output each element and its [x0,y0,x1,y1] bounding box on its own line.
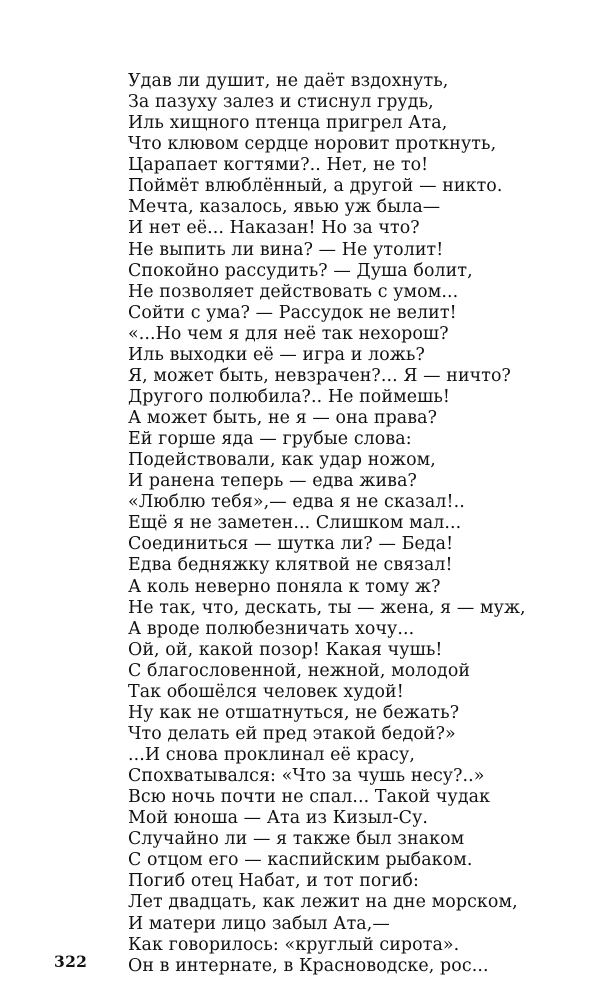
poem-line: Он в интернате, в Красноводске, рос... [128,955,489,976]
poem-line: Что делать ей пред этакой бедой?» [128,723,456,744]
poem-line: Лет двадцать, как лежит на дне морском, [128,892,518,913]
poem-line: Мечта, казалось, явью уж была— [128,197,441,218]
poem-line: За пазуху залез и стиснул грудь, [128,92,434,113]
poem-line: Не позволяет действовать с умом... [128,281,459,302]
poem-line: И нет её... Наказан! Но за что? [128,218,420,239]
poem-line: Погиб отец Набат, и тот погиб: [128,871,419,892]
poem-line: Царапает когтями?.. Нет, не то! [128,155,429,176]
poem-line: Ещё я не заметен... Слишком мал... [128,513,462,534]
poem-line: А может быть, не я — она права? [128,408,438,428]
poem-text [128,71,590,977]
poem-line: С благословенной, нежной, молодой [128,660,471,681]
poem-line: Удав ли душит, не даёт вздохнуть, [128,71,449,91]
poem-line: Едва бедняжку клятвой не связал! [128,555,453,576]
poem-line: Спокойно рассудить? — Душа болит, [128,260,473,281]
poem-line: Всю ночь почти не спал... Такой чудак [128,787,491,808]
poem-line: ...И снова проклинал её красу, [128,745,415,765]
poem-line: Поймёт влюблённый, а другой — никто. [128,176,503,197]
poem-line: Не выпить ли вина? — Не утолит! [128,239,444,260]
poem-line: Не так, что, дескать, ты — жена, я — муж, [128,597,526,618]
poem-line: Спохватывался: «Что за чушь несу?..» [128,766,485,787]
poem-line: И матери лицо забыл Ата,— [128,913,390,934]
poem-line: Другого полюбила?.. Не поймешь! [128,386,451,407]
poem-line: Как говорилось: «круглый сирота». [128,934,460,955]
poem-line: «...Но чем я для неё так нехорош? [128,323,449,344]
poem-line: Сойти с ума? — Рассудок не велит! [128,302,457,323]
poem-line: Ну как не отшатнуться, не бежать? [128,702,460,723]
poem-line: Подействовали, как удар ножом, [128,450,436,471]
poem-line: Случайно ли — я также был знаком [128,829,465,850]
poem-line: Иль выходки её — игра и ложь? [128,344,425,365]
poem-line: Иль хищного птенца пригрел Ата, [128,113,448,134]
poem-line: А коль неверно поняла к тому ж? [128,576,441,597]
poem-line: Ой, ой, какой позор! Какая чушь! [128,639,443,660]
page-number: 322 [54,952,88,971]
poem-line: С отцом его — каспийским рыбаком. [128,850,473,871]
poem-line: Я, может быть, невзрачен?... Я — ничто? [128,365,511,386]
poem-line: И ранена теперь — едва жива? [128,471,417,492]
poem-line: Так обошёлся человек худой! [128,681,404,702]
poem-line: Что клювом сердце норовит проткнуть, [128,134,497,155]
poem-line: А вроде полюбезничать хочу... [128,618,415,639]
poem-line: «Люблю тебя»,— едва я не сказал!.. [128,492,465,513]
poem-line: Соединиться — шутка ли? — Беда! [128,534,454,555]
poem-line: Ей горше яда — грубые слова: [128,429,412,450]
poem-line: Мой юноша — Ата из Кизыл-Су. [128,808,429,829]
